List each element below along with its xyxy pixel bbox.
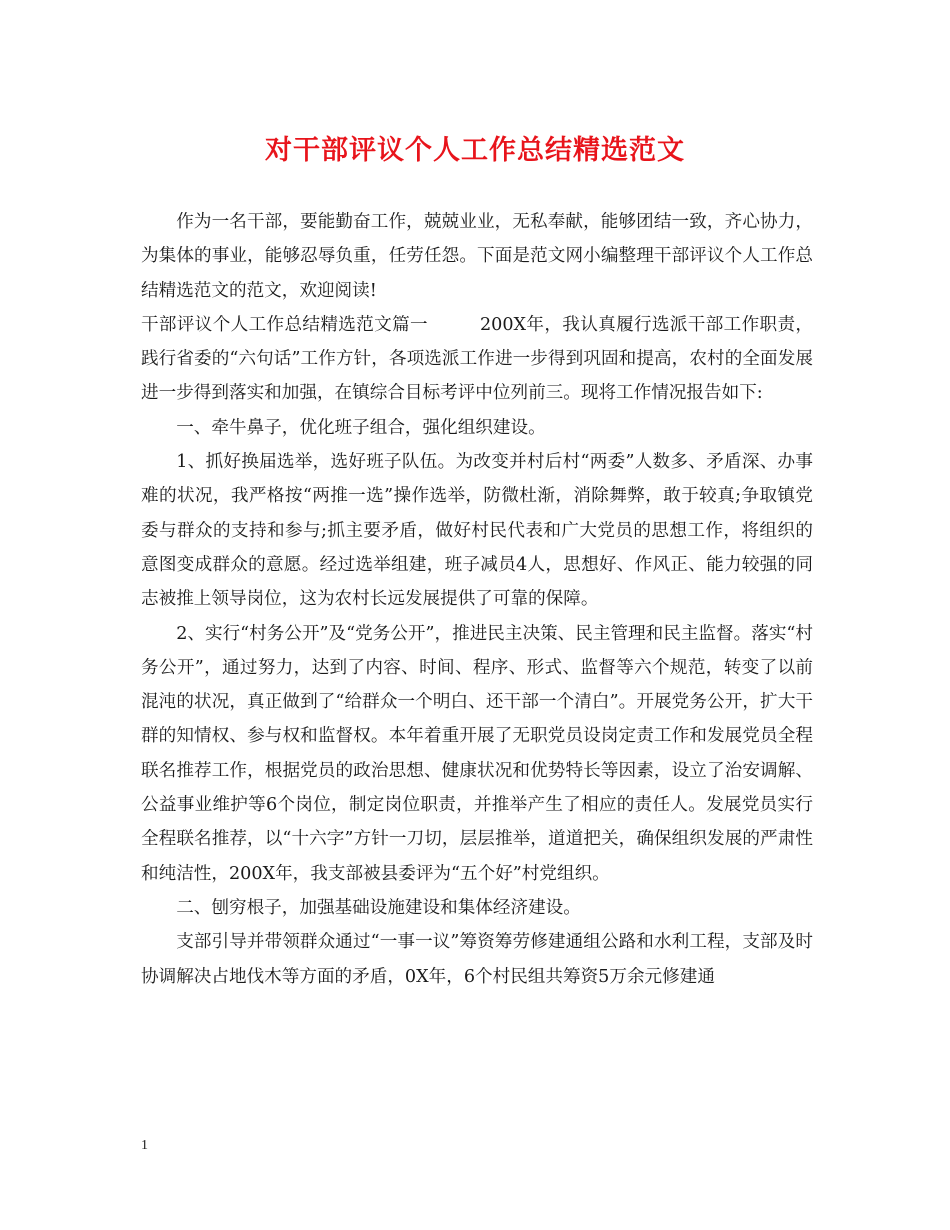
section-heading: 干部评议个人工作总结精选范文篇一 bbox=[141, 314, 428, 335]
document-title: 对干部评议个人工作总结精选范文 bbox=[265, 135, 685, 166]
item-1-paragraph: 1、抓好换届选举，选好班子队伍。为改变并村后村“两委”人数多、矛盾深、办事难的状况，我严格按“两推一选”操作选举，防微杜渐，消除舞弊，敢于较真;争取镇党委与群众的支持和参与;抓主要矛盾，做好村民代表和广大党员的思想工作，将组织的意图变成群众的意愿。经过选举组建，班子减员4人，思想好、作风正、能力较强的同志被推上领导岗位，这为农村长远发展提供了可靠的保障。 bbox=[141, 452, 813, 610]
page-number: 1 bbox=[141, 1138, 148, 1153]
document-body bbox=[141, 205, 813, 994]
intro-paragraph: 作为一名干部，要能勤奋工作，兢兢业业，无私奉献，能够团结一致，齐心协力，为集体的事业，能够忍辱负重，任劳任怨。下面是范文网小编整理干部评议个人工作总结精选范文的范文，欢迎阅读! bbox=[141, 212, 813, 301]
paragraph-3: 支部引导并带领群众通过“一事一议”筹资筹劳修建通组公路和水利工程，支部及时协调解决占地伐木等方面的矛盾，0X年，6个村民组共筹资5万余元修建通 bbox=[141, 932, 813, 987]
section-paragraph bbox=[141, 308, 813, 411]
item-2-paragraph: 2、实行“村务公开”及“党务公开”，推进民主决策、民主管理和民主监督。落实“村务公开”，通过努力，达到了内容、时间、程序、形式、监督等六个规范，转变了以前混沌的状况，真正做到了“给群众一个明白、还干部一个清白”。开展党务公开，扩大干群的知情权、参与权和监督权。本年着重开展了无职党员设岗定责工作和发展党员全程联名推荐工作，根据党员的政治思想、健康状况和优势特长等因素，设立了治安调解、公益事业维护等6个岗位，制定岗位职责，并推举产生了相应的责任人。发展党员实行全程联名推荐，以“十六字”方针一刀切，层层推举，道道把关，确保组织发展的严肃性和纯洁性，200X年，我支部被县委评为“五个好”村党组织。 bbox=[141, 623, 813, 884]
heading-1: 一、牵牛鼻子，优化班子组合，强化组织建设。 bbox=[176, 417, 546, 438]
section-lead: 200X年，我认真履行选派干部工作职责，践行省委的“六句话”工作方针，各项选派工作进一步得到巩固和提高，农村的全面发展进一步得到落实和加强，在镇综合目标考评中位列前三。现将工作情况报告如下: bbox=[141, 314, 813, 404]
heading-2: 二、刨穷根子，加强基础设施建设和集体经济建设。 bbox=[176, 897, 581, 918]
